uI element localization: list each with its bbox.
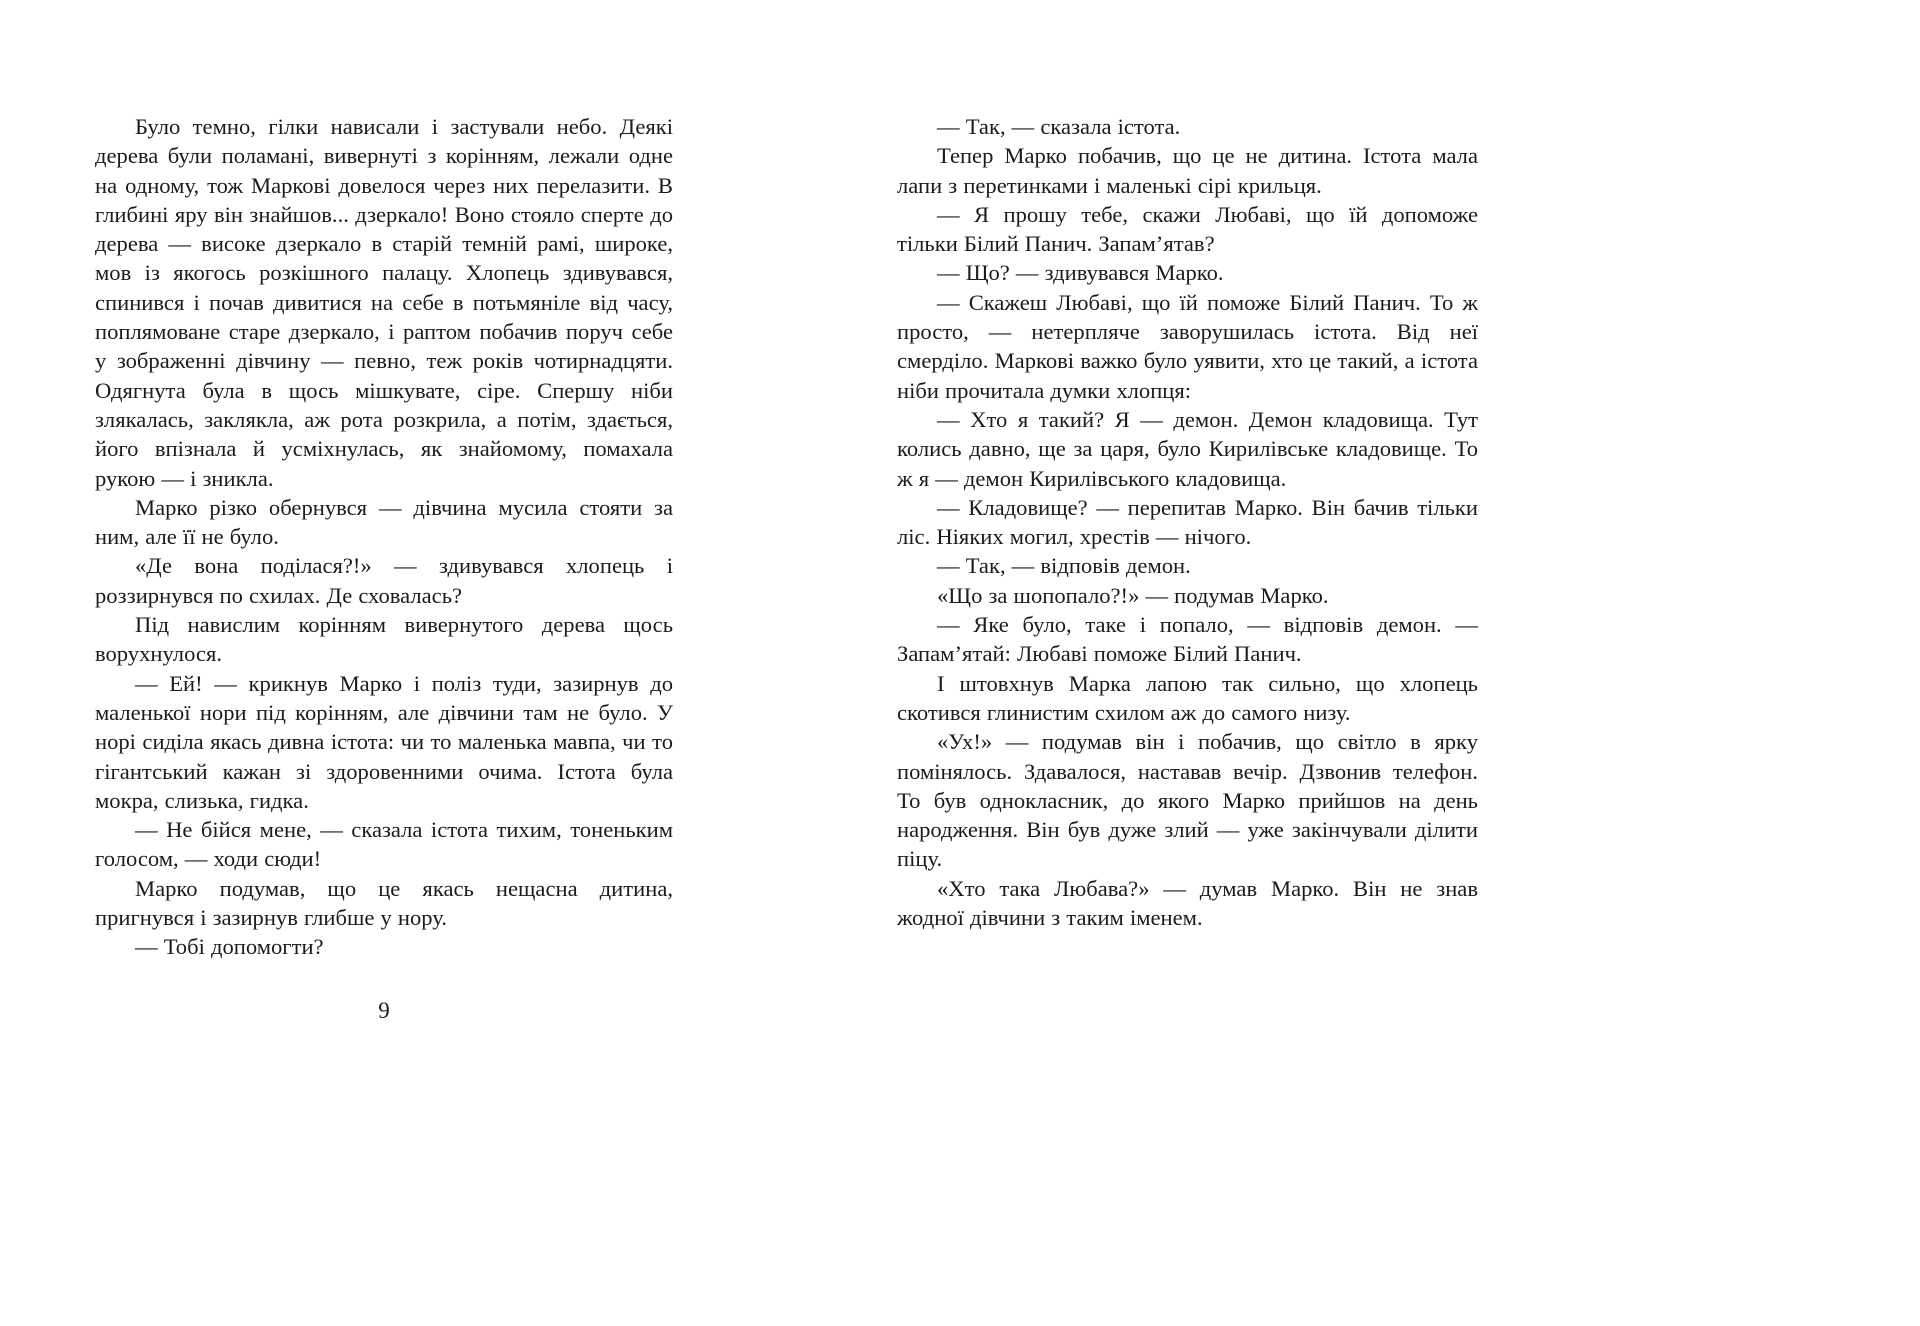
paragraph: — Скажеш Любаві, що їй поможе Білий Панич. То ж просто, — нетерпляче заворушилась істота. Від неї смерділо. Маркові важко було уявити, хто це такий, а істота ніби прочитала думки хлопця:: [897, 289, 1478, 403]
paragraph: Тепер Марко побачив, що це не дитина. Істота мала лапи з перетинками і маленькі сірі крильця.: [897, 143, 1478, 198]
paragraph: — Так, — відповів демон.: [937, 553, 1191, 579]
paragraph: — Так, — сказала істота.: [937, 114, 1181, 139]
paragraph: Марко різко обернувся — дівчина мусила стояти за ним, але її не було.: [95, 494, 673, 550]
paragraph: — Ей! — крикнув Марко і поліз туди, зазирнув до маленької нори під корінням, але дівчини там не було. У норі сиділа якась дивна істота: чи то маленька мавпа, чи то гігантський кажан зі здоровенними очима. Істота була мокра, слизька, гидка.: [95, 670, 673, 813]
paragraph: «Що за шопопало?!» — подумав Марко.: [937, 582, 1329, 608]
paragraph: — Не бійся мене, — сказала істота тихим, тоненьким голосом, — ходи сюди!: [95, 817, 673, 872]
paragraph: — Що? — здивувався Марко.: [937, 260, 1224, 286]
left-page-text-block: [95, 112, 673, 962]
paragraph: — Кладовище? — перепитав Марко. Він бачив тільки ліс. Ніяких могил, хрестів — нічого.: [897, 494, 1478, 550]
paragraph: «Хто така Любава?» — думав Марко. Він не знав жодної дівчини з таким іменем.: [897, 875, 1478, 931]
paragraph: Марко подумав, що це якась нещасна дитина, пригнувся і зазирнув глибше у нору.: [95, 875, 673, 931]
paragraph: «Ух!» — подумав він і побачив, що світло в ярку помінялось. Здавалося, наставав вечір. Дзвонив телефон. То був однокласник, до якого Марко прийшов на день народження. Він був дуже злий — уже закінчували ділити піцу.: [897, 729, 1478, 872]
right-page-text-block: [897, 112, 1478, 932]
paragraph: І штовхнув Марка лапою так сильно, що хлопець скотився глинистим схилом аж до самого низу.: [897, 670, 1478, 725]
paragraph: Під навислим корінням вивернутого дерева щось ворухнулося.: [95, 612, 673, 667]
paragraph: «Де вона поділася?!» — здивувався хлопець і роззирнувся по схилах. Де сховалась?: [95, 553, 673, 608]
paragraph: — Яке було, таке і попало, — відповів демон. — Запам’ятай: Любаві поможе Білий Панич.: [897, 612, 1478, 667]
paragraph: — Хто я такий? Я — демон. Демон кладовища. Тут колись давно, ще за царя, було Кирилівське кладовище. То ж я — демон Кирилівського кладовища.: [897, 406, 1478, 491]
paragraph: — Тобі допомогти?: [135, 934, 324, 960]
paragraph: — Я прошу тебе, скажи Любаві, що їй допоможе тільки Білий Панич. Запам’ятав?: [897, 201, 1478, 257]
page-number: 9: [378, 998, 390, 1023]
paragraph: Було темно, гілки нависали і застували небо. Деякі дерева були поламані, вивернуті з корінням, лежали одне на одному, тож Маркові довелося через них перелазити. В глибині яру він знайшов... дзеркало! Воно стояло сперте до дерева — високе дзеркало в старій темній рамі, широке, мов із якогось розкішного палацу. Хлопець здивувався, спинився і почав дивитися на себе в потьмяніле від часу, поплямоване старе дзеркало, і раптом побачив поруч себе у зображенні дівчину — певно, теж років чотирнадцяти. Одягнута була в щось мішкувате, сіре. Спершу ніби злякалась, заклякла, аж рота розкрила, а потім, здається, його впізнала й усміхнулась, як знайомому, помахала рукою — і зникла.: [95, 114, 673, 491]
